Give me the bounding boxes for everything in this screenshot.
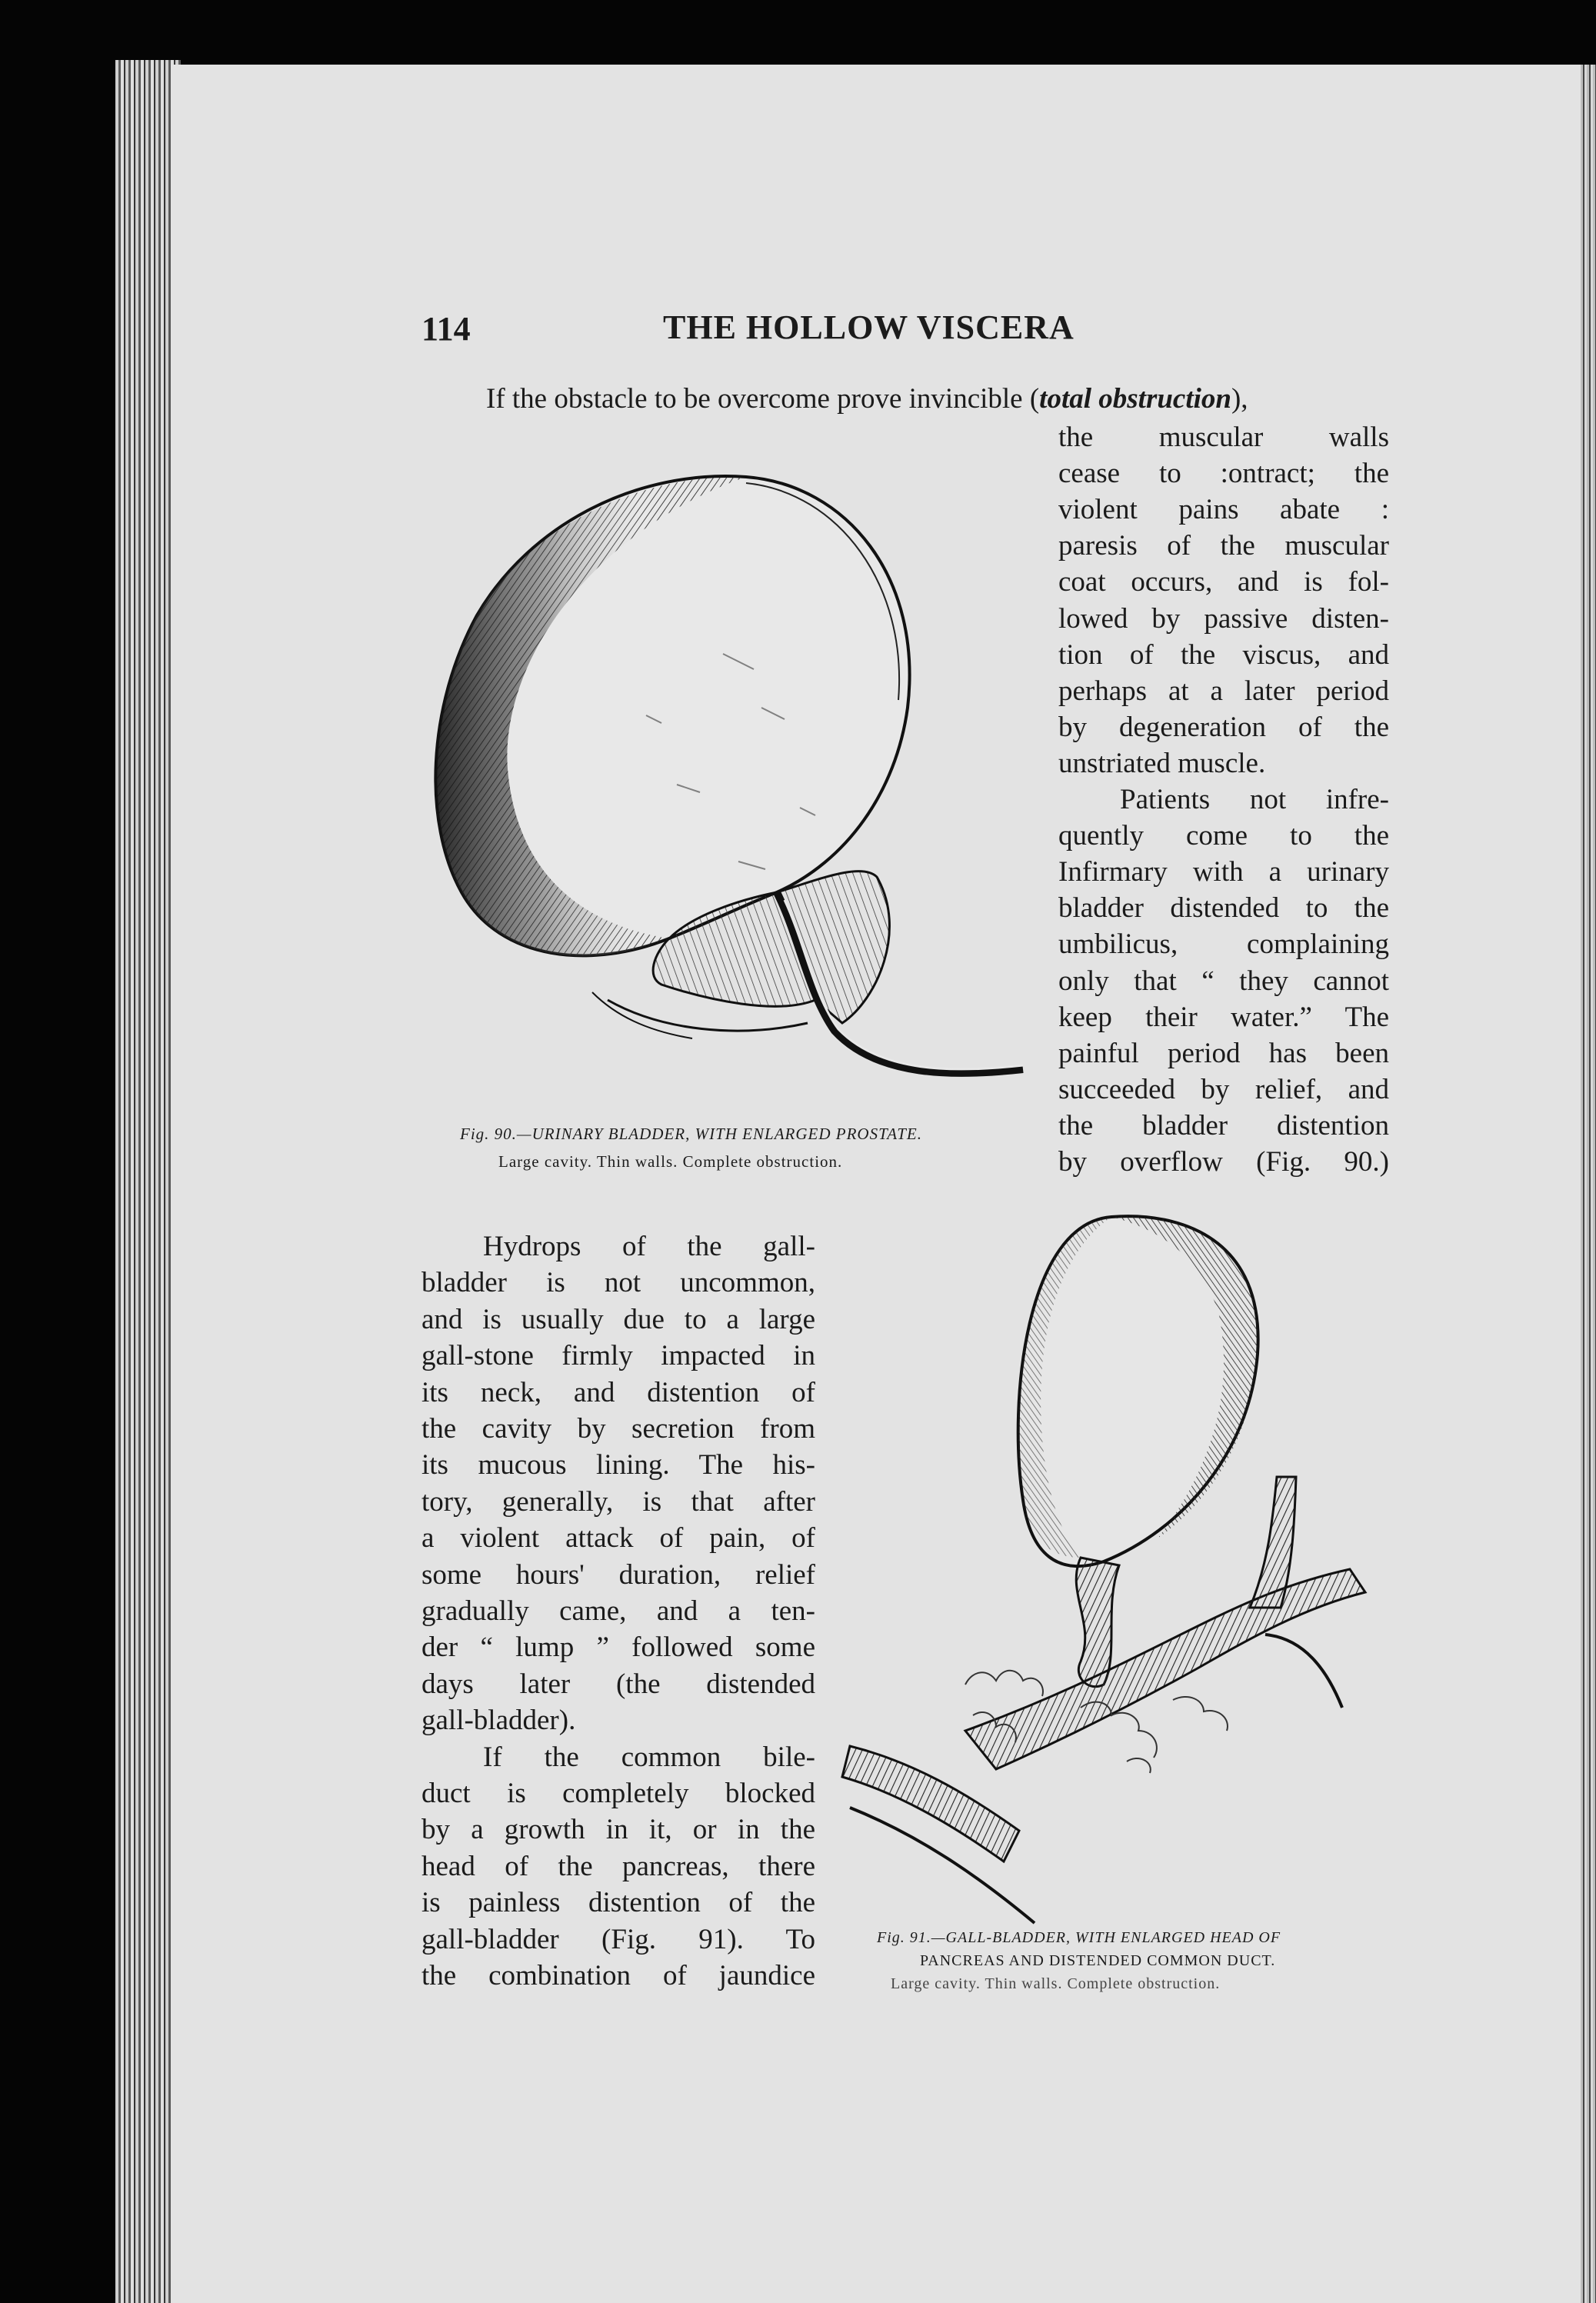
right-column-line: the muscular walls xyxy=(1058,422,1389,453)
right-column-line: cease to :ontract; the xyxy=(1058,458,1389,490)
figure-90-caption-line2: Large cavity. Thin walls. Complete obstruction. xyxy=(498,1152,843,1171)
left-column-line: gall-bladder (Fig. 91). To xyxy=(421,1923,815,1955)
page-edge-right xyxy=(1581,65,1596,2303)
left-column-line: der “ lump ” followed some xyxy=(421,1631,815,1664)
left-column-line: bladder is not uncommon, xyxy=(421,1267,815,1299)
intro-line-end: ), xyxy=(1231,383,1248,415)
left-column-line: the cavity by secretion from xyxy=(421,1413,815,1445)
right-column-line: lowed by passive disten- xyxy=(1058,602,1389,635)
figure-91-caption-line1: Fig. 91.—GALL-BLADDER, WITH ENLARGED HEAD OF xyxy=(877,1929,1281,1946)
figure-91-caption-line3: Large cavity. Thin walls. Complete obstruction. xyxy=(891,1975,1221,1992)
intro-line xyxy=(486,382,1248,415)
left-column-line: tory, generally, is that after xyxy=(421,1485,815,1518)
right-column-line: the bladder distention xyxy=(1058,1109,1389,1142)
right-column-line: painful period has been xyxy=(1058,1037,1389,1069)
right-column-line: paresis of the muscular xyxy=(1058,530,1389,562)
right-column-line: succeeded by relief, and xyxy=(1058,1073,1389,1105)
left-column-line: duct is completely blocked xyxy=(421,1778,815,1809)
left-column-line: If the common bile- xyxy=(483,1741,815,1773)
page-title: THE HOLLOW VISCERA xyxy=(663,308,1075,346)
left-column-line: its mucous lining. The his- xyxy=(421,1449,815,1481)
right-column-line: tion of the viscus, and xyxy=(1058,638,1389,671)
figure-91-caption-line2: PANCREAS AND DISTENDED COMMON DUCT. xyxy=(920,1952,1276,1969)
right-column-line: only that “ they cannot xyxy=(1058,965,1389,997)
figure-90-urinary-bladder-illustration xyxy=(415,462,1031,1123)
left-column-line: some hours' duration, relief xyxy=(421,1558,815,1591)
right-column-line: violent pains abate : xyxy=(1058,494,1389,526)
right-column-line: quently come to the xyxy=(1058,820,1389,852)
right-column-line: perhaps at a later period xyxy=(1058,675,1389,707)
figure-91-gall-bladder-illustration xyxy=(850,1208,1388,1923)
right-column-line: umbilicus, complaining xyxy=(1058,928,1389,961)
left-column-line: head of the pancreas, there xyxy=(421,1850,815,1882)
intro-line-start: If the obstacle to be overcome prove invincible ( xyxy=(486,383,1040,415)
page-number: 114 xyxy=(421,310,471,348)
left-column-line: days later (the distended xyxy=(421,1668,815,1700)
left-column-line: gall-bladder). xyxy=(421,1705,576,1737)
right-column-line: by degeneration of the xyxy=(1058,711,1389,743)
right-column-line: by overflow (Fig. 90.) xyxy=(1058,1146,1389,1178)
left-column-line: gradually came, and a ten- xyxy=(421,1595,815,1627)
left-column-line: is painless distention of the xyxy=(421,1887,815,1919)
intro-line-emphasis: total obstruction xyxy=(1039,383,1231,415)
right-column-line: Infirmary with a urinary xyxy=(1058,856,1389,888)
right-column-line: coat occurs, and is fol- xyxy=(1058,566,1389,598)
figure-90-caption-line1: Fig. 90.—URINARY BLADDER, WITH ENLARGED PROSTATE. xyxy=(460,1125,923,1143)
left-column-line: Hydrops of the gall- xyxy=(483,1231,815,1262)
left-column-line: its neck, and distention of xyxy=(421,1376,815,1408)
left-column-line: gall-stone firmly impacted in xyxy=(421,1340,815,1372)
left-column-line: and is usually due to a large xyxy=(421,1303,815,1335)
right-column-line: bladder distended to the xyxy=(1058,892,1389,925)
right-column-line: unstriated muscle. xyxy=(1058,747,1266,779)
right-column-line: Patients not infre- xyxy=(1120,784,1389,815)
left-column-line: a violent attack of pain, of xyxy=(421,1522,815,1555)
left-column-line: by a growth in it, or in the xyxy=(421,1814,815,1846)
left-column-line: the combination of jaundice xyxy=(421,1960,815,1991)
right-column-line: keep their water.” The xyxy=(1058,1001,1389,1033)
